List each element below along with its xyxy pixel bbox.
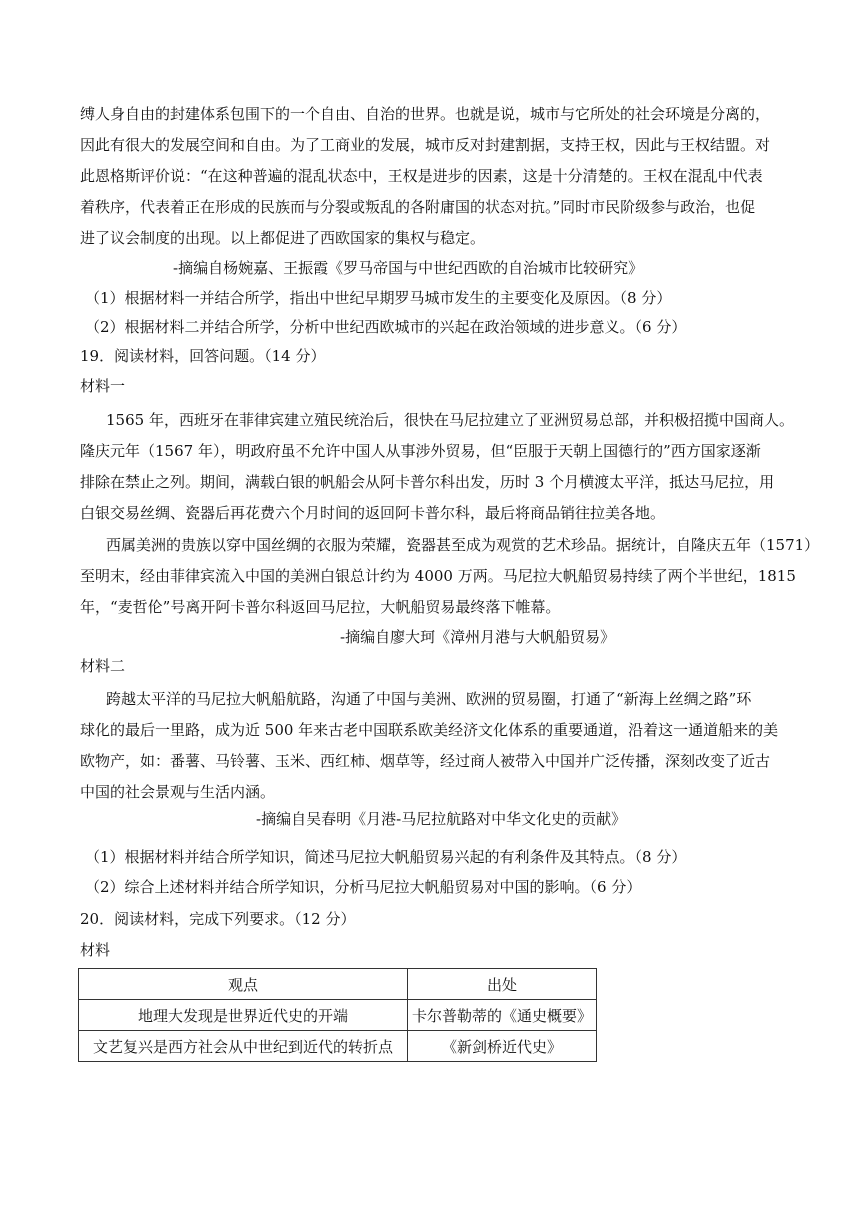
viewpoints-table	[78, 968, 597, 1062]
text-line: 隆庆元年（1567 年），明政府虽不允许中国人从事涉外贸易，但“臣服于天朝上国德行的”西方国家逐渐	[80, 442, 761, 460]
text-line: 中国的社会景观与生活内涵。	[80, 783, 276, 801]
q19-material1-paragraph1	[80, 405, 792, 529]
text-line: 至明末，经由菲律宾流入中国的美洲白银总计约为 4000 万两。马尼拉大帆船贸易持续了两个半世纪，1815	[80, 567, 796, 585]
text-line: 1565 年，西班牙在菲律宾建立殖民统治后，很快在马尼拉建立了亚洲贸易总部，并积极招揽中国商人。	[106, 411, 794, 429]
text-line: 排除在禁止之列。期间，满载白银的帆船会从阿卡普尔科出发，历时 3 个月横渡太平洋，抵达马尼拉，用	[80, 473, 775, 491]
q19-material1-source: -摘编自廖大珂《漳州月港与大帆船贸易》	[340, 628, 616, 646]
text-line: 欧物产，如：番薯、马铃薯、玉米、西红柿、烟草等，经过商人被带入中国并广泛传播，深刻改变了近古	[80, 752, 771, 770]
table-header-cell: 出处	[408, 969, 597, 1000]
table-header-row	[79, 969, 597, 1000]
text-line: 西属美洲的贵族以穿中国丝绸的衣服为荣耀，瓷器甚至成为观赏的艺术珍品。据统计，自隆庆五年（1571）	[106, 536, 820, 554]
table-cell: 地理大发现是世界近代史的开端	[79, 1000, 408, 1031]
q19-material2-paragraph	[80, 684, 792, 808]
text-line: 进了议会制度的出现。以上都促进了西欧国家的集权与稳定。	[80, 229, 486, 247]
q19-sub1: （1）根据材料并结合所学知识，简述马尼拉大帆船贸易兴起的有利条件及其特点。（8 分）	[85, 848, 687, 866]
text-line: 着秩序，代表着正在形成的民族而与分裂或叛乱的各附庸国的状态对抗。”同时市民阶级参与政治，也促	[80, 198, 756, 216]
text-line: 因此有很大的发展空间和自由。为了工商业的发展，城市反对封建割据，支持王权，因此与王权结盟。对	[80, 136, 771, 154]
q19-material1-paragraph2	[80, 530, 820, 623]
text-line: 此恩格斯评价说：“在这种普遍的混乱状态中，王权是进步的因素，这是十分清楚的。王权在混乱中代表	[80, 167, 763, 185]
table-cell: 文艺复兴是西方社会从中世纪到近代的转折点	[79, 1031, 408, 1062]
intro-source: -摘编自杨婉嘉、王振霞《罗马帝国与中世纪西欧的自治城市比较研究》	[173, 259, 644, 277]
q20-title: 20．阅读材料，完成下列要求。（12 分）	[80, 910, 356, 928]
intro-paragraph	[80, 99, 792, 254]
text-line: 白银交易丝绸、瓷器后再花费六个月时间的返回阿卡普尔科，最后将商品销往拉美各地。	[80, 504, 666, 522]
q20-material-label: 材料	[80, 941, 111, 959]
table-row	[79, 1031, 597, 1062]
text-line: 跨越太平洋的马尼拉大帆船航路，沟通了中国与美洲、欧洲的贸易圈，打通了“新海上丝绸之路”环	[106, 690, 752, 708]
q19-material1-label: 材料一	[80, 377, 126, 395]
text-line: 缚人身自由的封建体系包围下的一个自由、自治的世界。也就是说，城市与它所处的社会环境是分离的，	[80, 105, 771, 123]
table-row	[79, 1000, 597, 1031]
text-line: 球化的最后一里路，成为近 500 年来古老中国联系欧美经济文化体系的重要通道，沿着这一通道船来的美	[80, 721, 779, 739]
q19-material2-source: -摘编自吴春明《月港-马尼拉航路对中华文化史的贡献》	[256, 810, 627, 828]
table-cell: 《新剑桥近代史》	[408, 1031, 597, 1062]
q19-sub2: （2）综合上述材料并结合所学知识，分析马尼拉大帆船贸易对中国的影响。（6 分）	[85, 878, 642, 896]
q19-material2-label: 材料二	[80, 657, 126, 675]
q19-title: 19．阅读材料，回答问题。（14 分）	[80, 347, 326, 365]
table-header-cell: 观点	[79, 969, 408, 1000]
q18-sub2: （2）根据材料二并结合所学，分析中世纪西欧城市的兴起在政治领域的进步意义。（6 分）	[85, 318, 687, 336]
table-cell: 卡尔普勒蒂的《通史概要》	[408, 1000, 597, 1031]
text-line: 年，“麦哲伦”号离开阿卡普尔科返回马尼拉，大帆船贸易最终落下帷幕。	[80, 598, 561, 616]
q18-sub1: （1）根据材料一并结合所学，指出中世纪早期罗马城市发生的主要变化及原因。（8 分）	[85, 289, 672, 307]
